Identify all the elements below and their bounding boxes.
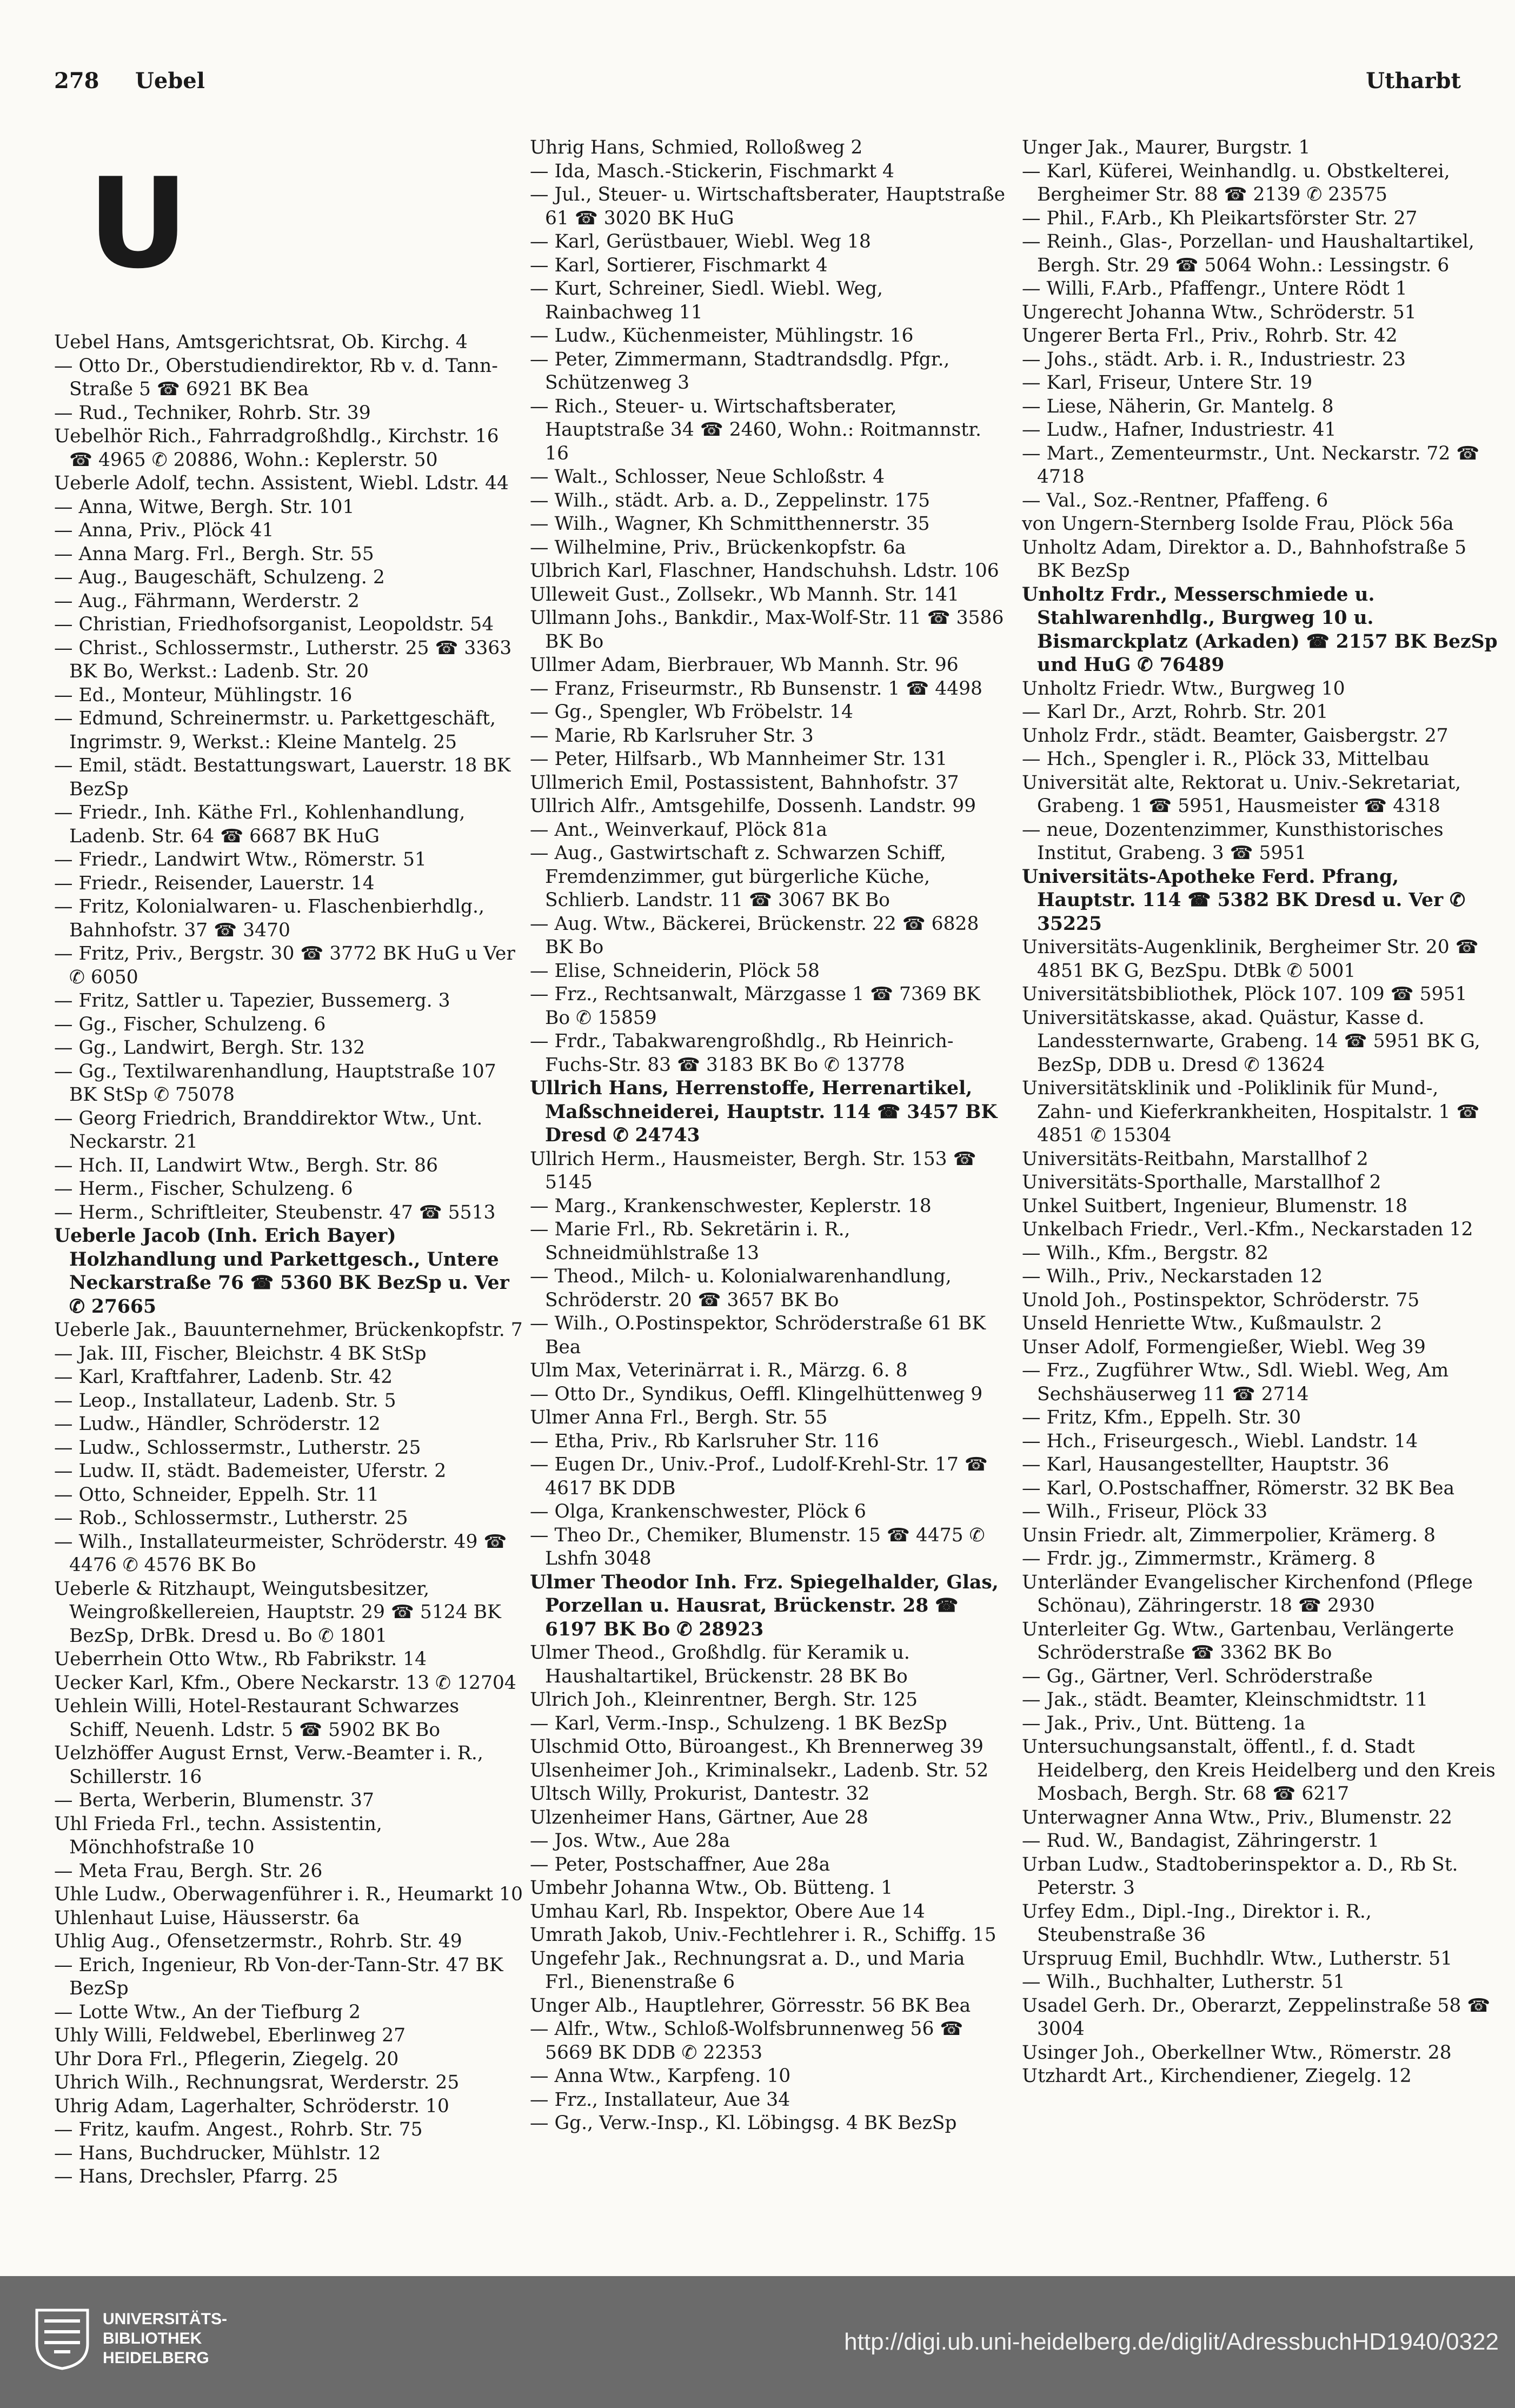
directory-entry: — Fritz, Kolonialwaren- u. Flaschenbierhdlg., Bahnhofstr. 37 ☎ 3470 [54,896,484,941]
directory-entry: Unholtz Adam, Direktor a. D., Bahnhofstraße 5 BK BezSp [1022,536,1467,582]
directory-entry: — Ludw., Hafner, Industriestr. 41 [1022,419,1337,441]
directory-entry: — Otto Dr., Oberstudiendirektor, Rb v. d. Tann-Straße 5 ☎ 6921 BK Bea [54,355,498,400]
directory-entry: — Christ., Schlossermstr., Lutherstr. 25 ☎ 3363 BK Bo, Werkst.: Ladenb. Str. 20 [54,637,512,682]
directory-entry: Ueberle Jak., Bauunternehmer, Brückenkopfstr. 7 [54,1319,523,1341]
viewer-footer [0,2276,1515,2408]
section-initial-letter: U [88,152,189,296]
directory-entry: — Herm., Fischer, Schulzeng. 6 [54,1178,353,1200]
directory-entry: — Fritz, Sattler u. Tapezier, Bussemerg. 3 [54,990,450,1012]
directory-entry: — Wilh., Kfm., Bergstr. 82 [1022,1242,1269,1264]
directory-entry: — Rud. W., Bandagist, Zähringerstr. 1 [1022,1830,1380,1852]
directory-entry: — Johs., städt. Arb. i. R., Industriestr. 23 [1022,348,1406,370]
directory-entry: Universität alte, Rektorat u. Univ.-Sekretariat, Grabeng. 1 ☎ 5951, Hausmeister ☎ 4318 [1022,771,1461,817]
directory-entry: — Franz, Friseurmstr., Rb Bunsenstr. 1 ☎ 4498 [530,677,982,700]
directory-entry: — Reinh., Glas-, Porzellan- und Haushaltartikel, Bergh. Str. 29 ☎ 5064 Wohn.: Lessingstr. 6 [1022,231,1474,276]
directory-entry: — Fritz, kaufm. Angest., Rohrb. Str. 75 [54,2119,423,2140]
directory-entry: Unterländer Evangelischer Kirchenfond (Pflege Schönau), Zähringerstr. 18 ☎ 2930 [1022,1571,1473,1617]
directory-entry: Uhr Dora Frl., Pflegerin, Ziegelg. 20 [54,2048,399,2070]
directory-entry: Urfey Edm., Dipl.-Ing., Direktor i. R., Steubenstraße 36 [1022,1900,1372,1946]
directory-entry: — Karl, Friseur, Untere Str. 19 [1022,372,1313,394]
directory-entry: — Herm., Schriftleiter, Steubenstr. 47 ☎ 5513 [54,1201,496,1223]
directory-entry: — Fritz, Priv., Bergstr. 30 ☎ 3772 BK HuG u Ver ✆ 6050 [54,943,515,988]
directory-entry: — Karl, Gerüstbauer, Wiebl. Weg 18 [530,231,871,252]
directory-entry: Uehlein Willi, Hotel-Restaurant Schwarzes Schiff, Neuenh. Ldstr. 5 ☎ 5902 BK Bo [54,1695,460,1741]
directory-entry: — Meta Frau, Bergh. Str. 26 [54,1860,323,1882]
directory-entry: — Liese, Näherin, Gr. Mantelg. 8 [1022,395,1334,417]
directory-entry: — neue, Dozentenzimmer, Kunsthistorisches Institut, Grabeng. 3 ☎ 5951 [1022,819,1444,864]
directory-entry: Universitäts-Reitbahn, Marstallhof 2 [1022,1148,1368,1170]
directory-entry: Unsin Friedr. alt, Zimmerpolier, Krämerg. 8 [1022,1524,1436,1546]
directory-entry: — Karl, Küferei, Weinhandlg. u. Obstkelterei, Bergheimer Str. 88 ☎ 2139 ✆ 23575 [1022,160,1450,205]
directory-entry: Unger Alb., Hauptlehrer, Görresstr. 56 BK Bea [530,1994,971,2017]
directory-entry: — Theod., Milch- u. Kolonialwarenhandlung, Schröderstr. 20 ☎ 3657 BK Bo [530,1266,952,1311]
directory-entry: Universitäts-Sporthalle, Marstallhof 2 [1022,1172,1381,1193]
directory-entry: Ullrich Herm., Hausmeister, Bergh. Str. 153 ☎ 5145 [530,1148,976,1193]
directory-entry: — Marie Frl., Rb. Sekretärin i. R., Schneidmühlstraße 13 [530,1219,850,1264]
directory-entry: — Rud., Techniker, Rohrb. Str. 39 [54,402,371,424]
directory-entry: Urban Ludw., Stadtoberinspektor a. D., Rb St. Peterstr. 3 [1022,1853,1458,1899]
directory-entry: Ulschmid Otto, Büroangest., Kh Brennerweg 39 [530,1736,984,1758]
directory-entry: Unser Adolf, Formengießer, Wiebl. Weg 39 [1022,1336,1426,1358]
directory-entry: Uebelhör Rich., Fahrradgroßhdlg., Kirchstr. 16 ☎ 4965 ✆ 20886, Wohn.: Keplerstr. 50 [54,425,499,471]
directory-entry: Unterwagner Anna Wtw., Priv., Blumenstr. 22 [1022,1806,1452,1828]
directory-entry: — Hch., Spengler i. R., Plöck 33, Mittelbau [1022,748,1430,770]
directory-entry: — Jul., Steuer- u. Wirtschaftsberater, Hauptstraße 61 ☎ 3020 BK HuG [530,184,1006,229]
column-1 [54,331,524,2189]
directory-entry: Ullmer Adam, Bierbrauer, Wb Mannh. Str. 96 [530,654,959,676]
directory-entry: — Frz., Installateur, Aue 34 [530,2088,790,2111]
directory-entry: Universitätsklinik und -Poliklinik für Mund-, Zahn- und Kieferkrankheiten, Hospitalstr. 1 ☎ 4851 ✆ 15304 [1022,1077,1480,1146]
column-2 [530,136,1006,2136]
directory-entry: — Karl Dr., Arzt, Rohrb. Str. 201 [1022,701,1328,723]
directory-entry: Universitäts-Apotheke Ferd. Pfrang, Hauptstr. 114 ☎ 5382 BK Dresd u. Ver ✆ 35225 [1022,866,1466,935]
directory-entry: — Wilh., Wagner, Kh Schmitthennerstr. 35 [530,513,930,535]
directory-entry: Universitätsbibliothek, Plöck 107. 109 ☎ 5951 [1022,983,1467,1005]
directory-entry: — Emil, städt. Bestattungswart, Lauerstr. 18 BK BezSp [54,755,511,800]
directory-entry: Usinger Joh., Oberkellner Wtw., Römerstr. 28 [1022,2041,1452,2064]
directory-entry: — Hch., Friseurgesch., Wiebl. Landstr. 14 [1022,1430,1418,1452]
directory-entry: Ungefehr Jak., Rechnungsrat a. D., und Maria Frl., Bienenstraße 6 [530,1947,965,1993]
library-name-line-2: BIBLIOTHEK [103,2330,202,2347]
page-number: 278 [54,68,99,94]
directory-entry: Universitäts-Augenklinik, Bergheimer Str. 20 ☎ 4851 BK G, BezSpu. DtBk ✆ 5001 [1022,936,1479,982]
directory-entry: — Hch. II, Landwirt Wtw., Bergh. Str. 86 [54,1154,438,1176]
directory-entry: Unterleiter Gg. Wtw., Gartenbau, Verlängerte Schröderstraße ☎ 3362 BK Bo [1022,1618,1454,1664]
directory-entry: Uhrig Adam, Lagerhalter, Schröderstr. 10 [54,2095,449,2117]
directory-entry: Ullmerich Emil, Postassistent, Bahnhofstr. 37 [530,771,959,794]
directory-entry: — Eugen Dr., Univ.-Prof., Ludolf-Krehl-Str. 17 ☎ 4617 BK DDB [530,1454,988,1499]
directory-entry: Urspruug Emil, Buchhdlr. Wtw., Lutherstr. 51 [1022,1947,1453,1970]
directory-entry: — Gg., Textilwarenhandlung, Hauptstraße 107 BK StSp ✆ 75078 [54,1060,496,1106]
directory-entry: Unholz Frdr., städt. Beamter, Gaisbergstr. 27 [1022,724,1448,747]
directory-entry: — Lotte Wtw., An der Tiefburg 2 [54,2001,361,2023]
directory-entry: Universitätskasse, akad. Quästur, Kasse d. Landessternwarte, Grabeng. 14 ☎ 5951 BK G, BezSp, DDB u. Dresd ✆ 13624 [1022,1007,1480,1076]
directory-entry: Unholtz Frdr., Messerschmiede u. Stahlwarenhdlg., Burgweg 10 u. Bismarckplatz (Arkaden) ☎ 2157 BK BezSp und HuG ✆ 76489 [1022,583,1498,676]
directory-entry: Ulmer Theod., Großhdlg. für Keramik u. Haushaltartikel, Brückenstr. 28 BK Bo [530,1642,910,1687]
directory-entry: — Theo Dr., Chemiker, Blumenstr. 15 ☎ 4475 ✆ Lshfn 3048 [530,1524,985,1569]
directory-entry: — Etha, Priv., Rb Karlsruher Str. 116 [530,1430,879,1452]
directory-entry: — Marg., Krankenschwester, Keplerstr. 18 [530,1195,932,1217]
directory-entry: — Gg., Fischer, Schulzeng. 6 [54,1013,326,1035]
directory-entry: — Marie, Rb Karlsruher Str. 3 [530,724,814,747]
directory-entry: — Ludw., Händler, Schröderstr. 12 [54,1413,381,1435]
directory-entry: Ulbrich Karl, Flaschner, Handschuhsh. Ldstr. 106 [530,560,999,582]
directory-entry: — Wilh., O.Postinspektor, Schröderstraße 61 BK Bea [530,1313,986,1358]
directory-entry: — Peter, Postschaffner, Aue 28a [530,1853,830,1875]
directory-entry: — Fritz, Kfm., Eppelh. Str. 30 [1022,1407,1301,1428]
directory-entry: — Jos. Wtw., Aue 28a [530,1830,730,1852]
directory-entry: Unger Jak., Maurer, Burgstr. 1 [1022,137,1311,158]
directory-entry: — Peter, Hilfsarb., Wb Mannheimer Str. 131 [530,748,948,770]
directory-entry: Uebel Hans, Amtsgerichtsrat, Ob. Kirchg. 4 [54,331,468,353]
header-right-word: Utharbt [1366,68,1461,94]
directory-entry: — Gg., Spengler, Wb Fröbelstr. 14 [530,701,853,723]
directory-entry: Uhlenhaut Luise, Häusserstr. 6a [54,1907,360,1929]
directory-entry: — Ida, Masch.-Stickerin, Fischmarkt 4 [530,160,894,182]
directory-entry: — Karl, Verm.-Insp., Schulzeng. 1 BK BezSp [530,1712,947,1734]
directory-entry: Ueberle Adolf, techn. Assistent, Wiebl. Ldstr. 44 [54,473,509,494]
directory-entry: — Ludw., Schlossermstr., Lutherstr. 25 [54,1436,421,1459]
page-header [54,62,1461,100]
directory-entry: — Rob., Schlossermstr., Lutherstr. 25 [54,1507,408,1529]
directory-entry: — Hans, Buchdrucker, Mühlstr. 12 [54,2142,381,2164]
directory-entry: — Aug., Baugeschäft, Schulzeng. 2 [54,567,385,588]
directory-entry: Uhly Willi, Feldwebel, Eberlinweg 27 [54,2025,406,2046]
directory-entry: — Karl, Kraftfahrer, Ladenb. Str. 42 [54,1366,393,1388]
directory-entry: Ulm Max, Veterinärrat i. R., Märzg. 6. 8 [530,1360,908,1381]
directory-entry: Unkel Suitbert, Ingenieur, Blumenstr. 18 [1022,1195,1408,1217]
directory-entry: Ueberrhein Otto Wtw., Rb Fabrikstr. 14 [54,1648,427,1670]
directory-entry: — Wilh., städt. Arb. a. D., Zeppelinstr. 175 [530,489,931,511]
directory-entry: — Anna Marg. Frl., Bergh. Str. 55 [54,543,374,565]
directory-entry: Ulmer Anna Frl., Bergh. Str. 55 [530,1407,828,1428]
directory-entry: — Hans, Drechsler, Pfarrg. 25 [54,2166,338,2187]
directory-entry: — Aug., Gastwirtschaft z. Schwarzen Schiff, Fremdenzimmer, gut bürgerliche Küche, Schlierb. Landstr. 11 ☎ 3067 BK Bo [530,842,946,911]
directory-entry: Uhl Frieda Frl., techn. Assistentin, Mönchhofstraße 10 [54,1813,382,1858]
directory-entry: — Jak., Priv., Unt. Bütteng. 1a [1022,1712,1306,1734]
directory-entry: Ungerecht Johanna Wtw., Schröderstr. 51 [1022,301,1417,323]
directory-entry: Untersuchungsanstalt, öffentl., f. d. Stadt Heidelberg, den Kreis Heidelberg und den Kreis Mosbach, Bergh. Str. 68 ☎ 6217 [1022,1736,1496,1805]
directory-entry: — Jak. III, Fischer, Bleichstr. 4 BK StSp [54,1342,427,1365]
directory-entry: — Wilh., Friseur, Plöck 33 [1022,1501,1268,1522]
directory-entry: Unholtz Friedr. Wtw., Burgweg 10 [1022,677,1345,700]
directory-entry: — Alfr., Wtw., Schloß-Wolfsbrunnenweg 56 ☎ 5669 BK DDB ✆ 22353 [530,2018,964,2064]
directory-entry: — Aug., Fährmann, Werderstr. 2 [54,590,360,612]
directory-entry: — Gg., Landwirt, Bergh. Str. 132 [54,1037,366,1059]
directory-entry: Ulrich Joh., Kleinrentner, Bergh. Str. 125 [530,1689,918,1711]
directory-entry: — Jak., städt. Beamter, Kleinschmidtstr. 11 [1022,1689,1428,1711]
directory-entry: — Leop., Installateur, Ladenb. Str. 5 [54,1389,396,1412]
directory-entry: Uelzhöffer August Ernst, Verw.-Beamter i. R., Schillerstr. 16 [54,1742,483,1788]
library-name-line-3: HEIDELBERG [103,2349,209,2367]
directory-entry: — Wilh., Priv., Neckarstaden 12 [1022,1266,1323,1287]
directory-entry: Uhrich Wilh., Rechnungsrat, Werderstr. 25 [54,2072,460,2093]
directory-entry: — Peter, Zimmermann, Stadtrandsdlg. Pfgr., Schützenweg 3 [530,348,950,394]
directory-entry: Umrath Jakob, Univ.-Fechtlehrer i. R., Schiffg. 15 [530,1924,996,1946]
directory-entry: Ulmer Theodor Inh. Frz. Spiegelhalder, Glas, Porzellan u. Hausrat, Brückenstr. 28 ☎ 6197 BK Bo ✆ 28923 [530,1571,999,1640]
directory-entry: — Otto, Schneider, Eppelh. Str. 11 [54,1484,380,1506]
directory-entry: — Frdr. jg., Zimmermstr., Krämerg. 8 [1022,1548,1376,1569]
directory-entry: — Frdr., Tabakwarengroßhdlg., Rb Heinrich-Fuchs-Str. 83 ☎ 3183 BK Bo ✆ 13778 [530,1030,954,1076]
directory-entry: Ueberle Jacob (Inh. Erich Bayer) Holzhandlung und Parkettgesch., Untere Neckarstraße 76 ☎ 5360 BK BezSp u. Ver ✆ 27665 [54,1225,509,1318]
directory-entry: — Ludw., Küchenmeister, Mühlingstr. 16 [530,325,914,347]
directory-entry: — Georg Friedrich, Branddirektor Wtw., Unt. Neckarstr. 21 [54,1107,483,1153]
directory-entry: Ulsenheimer Joh., Kriminalsekr., Ladenb. Str. 52 [530,1759,989,1781]
directory-entry: — Olga, Krankenschwester, Plöck 6 [530,1501,866,1522]
directory-entry: — Karl, Sortierer, Fischmarkt 4 [530,254,828,276]
directory-entry: Umhau Karl, Rb. Inspektor, Obere Aue 14 [530,1900,925,1923]
directory-entry: Umbehr Johanna Wtw., Ob. Bütteng. 1 [530,1877,893,1899]
directory-entry: — Edmund, Schreinermstr. u. Parkettgeschäft, Ingrimstr. 9, Werkst.: Kleine Mantelg. 25 [54,708,496,753]
directory-entry: — Otto Dr., Syndikus, Oeffl. Klingelhüttenweg 9 [530,1383,983,1405]
directory-entry: — Wilh., Installateurmeister, Schröderstr. 49 ☎ 4476 ✆ 4576 BK Bo [54,1531,507,1576]
directory-entry: — Anna Wtw., Karpfeng. 10 [530,2065,791,2087]
directory-entry: — Friedr., Reisender, Lauerstr. 14 [54,872,375,894]
library-name [103,2310,227,2368]
directory-entry: — Berta, Werberin, Blumenstr. 37 [54,1790,374,1811]
directory-entry: — Rich., Steuer- u. Wirtschaftsberater, Hauptstraße 34 ☎ 2460, Wohn.: Roitmannstr. 16 [530,395,981,464]
directory-entry: Utzhardt Art., Kirchendiener, Ziegelg. 12 [1022,2065,1412,2087]
library-name-line-1: UNIVERSITÄTS- [103,2310,228,2328]
directory-entry: — Anna, Priv., Plöck 41 [54,520,274,541]
directory-entry: Ulzenheimer Hans, Gärtner, Aue 28 [530,1806,868,1828]
directory-entry: — Frz., Rechtsanwalt, Märzgasse 1 ☎ 7369 BK Bo ✆ 15859 [530,983,980,1029]
directory-entry: — Phil., F.Arb., Kh Pleikartsförster Str. 27 [1022,207,1418,229]
directory-entry: — Ant., Weinverkauf, Plöck 81a [530,819,827,841]
directory-entry: von Ungern-Sternberg Isolde Frau, Plöck 56a [1022,513,1454,535]
directory-entry: Uecker Karl, Kfm., Obere Neckarstr. 13 ✆ 12704 [54,1672,516,1694]
directory-entry: Ultsch Willy, Prokurist, Dantestr. 32 [530,1783,870,1805]
directory-entry: — Walt., Schlosser, Neue Schloßstr. 4 [530,466,885,488]
directory-entry: — Kurt, Schreiner, Siedl. Wiebl. Weg, Rainbachweg 11 [530,278,883,323]
directory-entry: Usadel Gerh. Dr., Oberarzt, Zeppelinstraße 58 ☎ 3004 [1022,1994,1491,2040]
directory-entry: Ullrich Hans, Herrenstoffe, Herrenartikel, Maßschneiderei, Hauptstr. 114 ☎ 3457 BK Dresd ✆ 24743 [530,1077,998,1146]
directory-entry: Unseld Henriette Wtw., Kußmaulstr. 2 [1022,1313,1382,1334]
directory-entry: Uhrig Hans, Schmied, Rolloßweg 2 [530,137,863,158]
directory-entry: Ungerer Berta Frl., Priv., Rohrb. Str. 42 [1022,325,1398,347]
directory-entry: — Anna, Witwe, Bergh. Str. 101 [54,496,355,518]
header-left-word: Uebel [135,68,205,94]
directory-entry: — Frz., Zugführer Wtw., Sdl. Wiebl. Weg, Am Sechshäuserweg 11 ☎ 2714 [1022,1360,1449,1405]
directory-entry: Uhlig Aug., Ofensetzermstr., Rohrb. Str. 49 [54,1931,462,1952]
directory-entry: — Mart., Zementeurmstr., Unt. Neckarstr. 72 ☎ 4718 [1022,442,1480,488]
directory-entry: — Erich, Ingenieur, Rb Von-der-Tann-Str. 47 BK BezSp [54,1954,503,1999]
directory-entry: Ullmann Johs., Bankdir., Max-Wolf-Str. 11 ☎ 3586 BK Bo [530,607,1004,653]
source-url-link[interactable]: http://digi.ub.uni-heidelberg.de/diglit/AdressbuchHD1940/0322 [844,2329,1499,2355]
directory-entry: — Elise, Schneiderin, Plöck 58 [530,960,820,982]
directory-entry: Ulleweit Gust., Zollsekr., Wb Mannh. Str. 141 [530,583,960,606]
directory-entry: — Karl, O.Postschaffner, Römerstr. 32 BK Bea [1022,1477,1455,1499]
directory-entry: — Friedr., Landwirt Wtw., Römerstr. 51 [54,849,427,870]
directory-entry: — Ed., Monteur, Mühlingstr. 16 [54,684,353,706]
university-seal-icon [32,2306,92,2371]
directory-entry: Unkelbach Friedr., Verl.-Kfm., Neckarstaden 12 [1022,1219,1473,1240]
directory-entry: — Wilh., Buchhalter, Lutherstr. 51 [1022,1971,1345,1993]
directory-entry: — Aug. Wtw., Bäckerei, Brückenstr. 22 ☎ 6828 BK Bo [530,913,979,958]
directory-entry: — Gg., Gärtner, Verl. Schröderstraße [1022,1665,1373,1687]
directory-entry: — Val., Soz.-Rentner, Pfaffeng. 6 [1022,489,1328,511]
directory-entry: Unold Joh., Postinspektor, Schröderstr. 75 [1022,1289,1420,1311]
directory-entry: Ullrich Alfr., Amtsgehilfe, Dossenh. Landstr. 99 [530,795,976,817]
directory-entry: — Ludw. II, städt. Bademeister, Uferstr. 2 [54,1460,447,1482]
directory-entry: — Christian, Friedhofsorganist, Leopoldstr. 54 [54,614,494,635]
directory-entry: Ueberle & Ritzhaupt, Weingutsbesitzer, Weingroßkellereien, Hauptstr. 29 ☎ 5124 BK BezSp, DrBk. Dresd u. Bo ✆ 1801 [54,1578,501,1647]
column-3 [1022,136,1498,2088]
directory-entry: Uhle Ludw., Oberwagenführer i. R., Heumarkt 10 [54,1884,523,1905]
directory-entry: — Karl, Hausangestellter, Hauptstr. 36 [1022,1454,1390,1475]
directory-entry: — Willi, F.Arb., Pfaffengr., Untere Rödt 1 [1022,278,1407,300]
directory-entry: — Friedr., Inh. Käthe Frl., Kohlenhandlung, Ladenb. Str. 64 ☎ 6687 BK HuG [54,802,466,847]
directory-entry: — Gg., Verw.-Insp., Kl. Löbingsg. 4 BK BezSp [530,2112,957,2134]
directory-entry: — Wilhelmine, Priv., Brückenkopfstr. 6a [530,536,906,558]
